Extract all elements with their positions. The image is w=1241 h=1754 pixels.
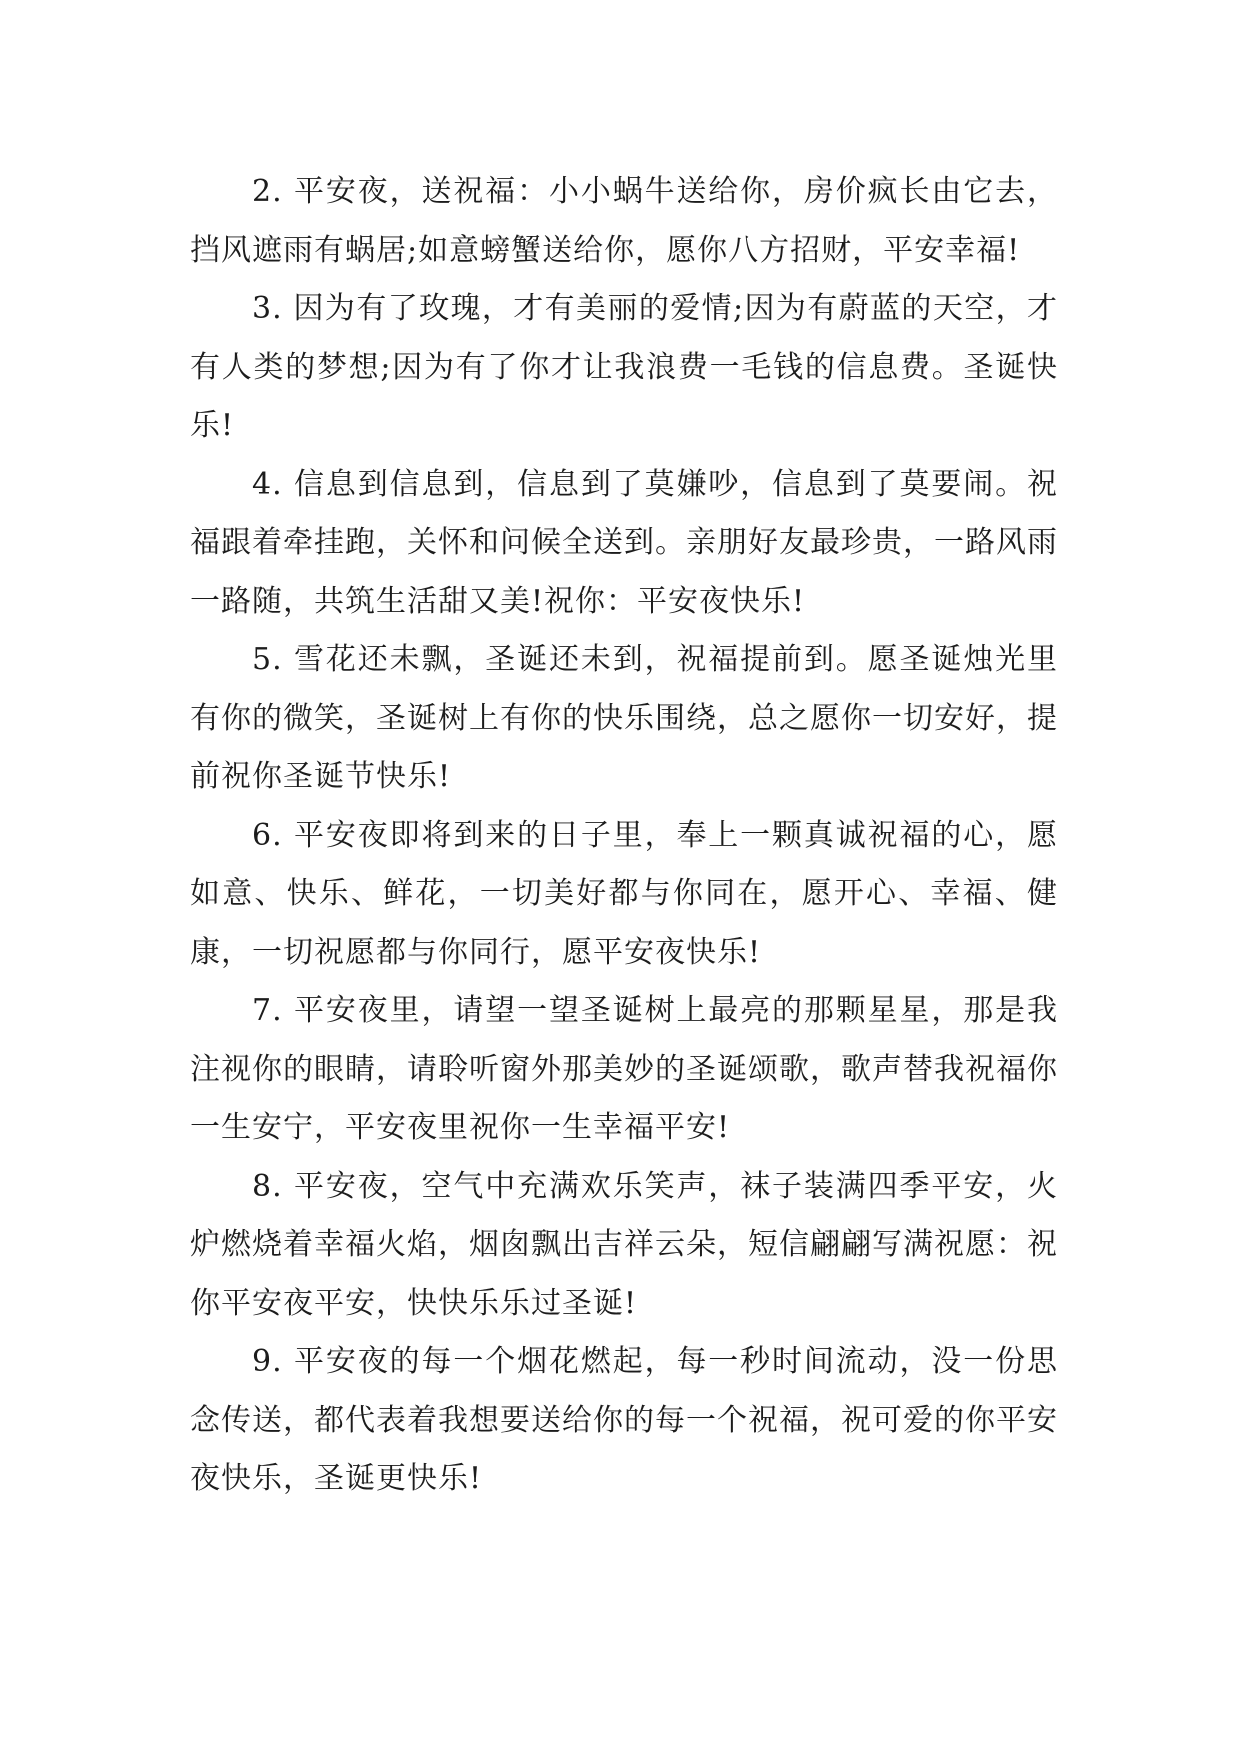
document-body bbox=[190, 163, 1058, 1509]
paragraph-6: 6. 平安夜即将到来的日子里，奉上一颗真诚祝福的心，愿如意、快乐、鲜花，一切美好都与你同在，愿开心、幸福、健康，一切祝愿都与你同行，愿平安夜快乐! bbox=[190, 817, 1058, 970]
paragraph-9: 9. 平安夜的每一个烟花燃起，每一秒时间流动，没一份思念传送，都代表着我想要送给你的每一个祝福，祝可爱的你平安夜快乐，圣诞更快乐! bbox=[190, 1344, 1058, 1496]
paragraph-2: 2. 平安夜，送祝福：小小蜗牛送给你，房价疯长由它去，挡风遮雨有蜗居;如意螃蟹送给你，愿你八方招财，平安幸福! bbox=[190, 174, 1058, 268]
paragraph-8: 8. 平安夜，空气中充满欢乐笑声，袜子装满四季平安，火炉燃烧着幸福火焰，烟囱飘出吉祥云朵，短信翩翩写满祝愿：祝你平安夜平安，快快乐乐过圣诞! bbox=[190, 1168, 1058, 1321]
paragraph-4: 4. 信息到信息到，信息到了莫嫌吵，信息到了莫要闹。祝福跟着牵挂跑，关怀和问候全送到。亲朋好友最珍贵，一路风雨一路随，共筑生活甜又美!祝你：平安夜快乐! bbox=[190, 466, 1058, 619]
paragraph-5: 5. 雪花还未飘，圣诞还未到，祝福提前到。愿圣诞烛光里有你的微笑，圣诞树上有你的快乐围绕，总之愿你一切安好，提前祝你圣诞节快乐! bbox=[190, 642, 1058, 794]
paragraph-3: 3. 因为有了玫瑰，才有美丽的爱情;因为有蔚蓝的天空，才有人类的梦想;因为有了你才让我浪费一毛钱的信息费。圣诞快乐! bbox=[190, 291, 1058, 443]
paragraph-7: 7. 平安夜里，请望一望圣诞树上最亮的那颗星星，那是我注视你的眼睛，请聆听窗外那美妙的圣诞颂歌，歌声替我祝福你一生安宁，平安夜里祝你一生幸福平安! bbox=[190, 993, 1058, 1145]
